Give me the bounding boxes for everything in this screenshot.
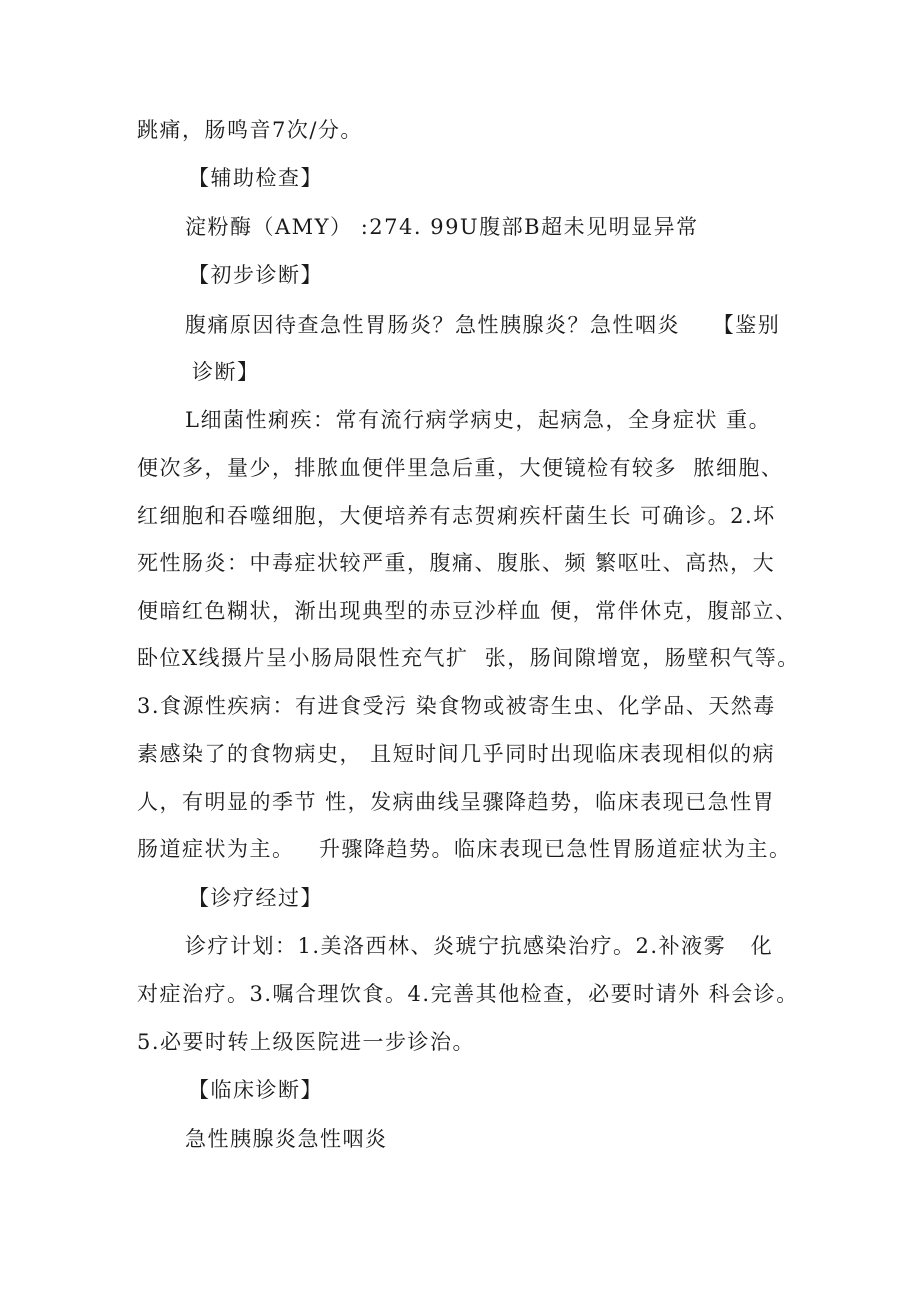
section-heading-clinical-diagnosis: 【临床诊断】 xyxy=(188,1078,323,1102)
text-line: 肠道症状为主。 升骤降趋势。临床表现已急性胃肠道症状为主。 xyxy=(137,837,792,861)
text-line: 腹痛原因待查急性胃肠炎？急性胰腺炎？急性咽炎 【鉴别 xyxy=(185,313,781,337)
section-heading-treatment-course: 【诊疗经过】 xyxy=(188,886,323,910)
text-line: 诊断】 xyxy=(192,360,260,384)
text-line: 跳痛，肠鸣音7次/分。 xyxy=(137,118,363,142)
text-line: 诊疗计划：1.美洛西林、炎琥宁抗感染治疗。2.补液雾 化 xyxy=(185,934,774,958)
text-line: 死性肠炎：中毒症状较严重，腹痛、腹胀、频 繁呕吐、高热，大 xyxy=(137,551,776,575)
text-line: 淀粉酶（AMY） :274. 99U腹部B超未见明显异常 xyxy=(185,215,699,239)
text-line: 人，有明显的季节 性，发病曲线呈骤降趋势，临床表现已急性胃 xyxy=(137,790,776,814)
text-line: 便暗红色糊状，渐出现典型的赤豆沙样血 便，常伴休克，腹部立、 xyxy=(137,599,798,623)
text-line: 红细胞和吞噬细胞，大便培养有志贺痢疾杆菌生长 可确诊。2.坏 xyxy=(137,504,776,528)
section-heading-preliminary-diagnosis: 【初步诊断】 xyxy=(188,263,323,287)
section-heading-auxiliary-exam: 【辅助检查】 xyxy=(188,166,323,190)
text-line: L细菌性痢疾：常有流行病学病史，起病急，全身症状 重。 xyxy=(185,408,772,432)
text-line: 对症治疗。3.嘱合理饮食。4.完善其他检查，必要时请外 科会诊。 xyxy=(137,982,799,1006)
text-line: 素感染了的食物病史， 且短时间几乎同时出现临床表现相似的病 xyxy=(137,742,776,766)
text-line: 3.食源性疾病：有进食受污 染食物或被寄生虫、化学品、天然毒 xyxy=(137,694,776,718)
text-line: 卧位X线摄片呈小肠局限性充气扩 张，肠间隙增宽，肠壁积气等。 xyxy=(137,646,800,670)
text-line: 便次多，量少，排脓血便伴里急后重，大便镜检有较多 脓细胞、 xyxy=(137,456,784,480)
text-line: 急性胰腺炎急性咽炎 xyxy=(185,1127,388,1151)
text-line: 5.必要时转上级医院进一步诊治。 xyxy=(137,1030,476,1054)
